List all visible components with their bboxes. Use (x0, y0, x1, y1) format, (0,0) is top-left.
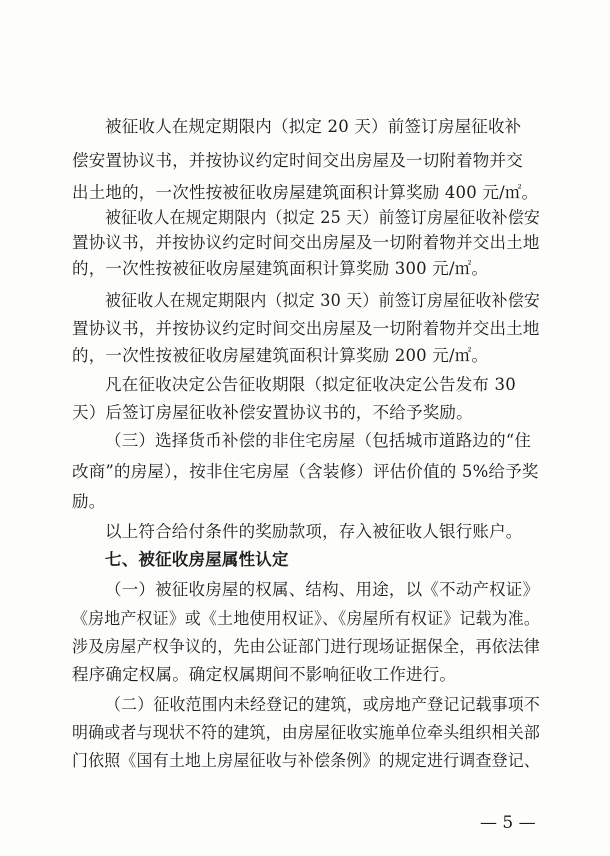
page-number: — 5 — (480, 813, 536, 833)
line-text: 《房地产权证》或《土地使用权证》、《房屋所有权证》记载为准。 (72, 609, 540, 628)
line-text: 天）后签订房屋征收补偿安置协议书的，不给予奖励。 (72, 403, 473, 422)
line-text: 被征收人在规定期限内（拟定 30 天）前签订房屋征收补偿安 (105, 291, 540, 310)
line-text: 被征收人在规定期限内（拟定 25 天）前签订房屋征收补偿安 (105, 208, 540, 227)
line-text: 出土地的，一次性按被征收房屋建筑面积计算奖励 400 元/㎡。 (72, 183, 539, 202)
line-text: 的，一次性按被征收房屋建筑面积计算奖励 300 元/㎡。 (72, 259, 489, 278)
line-text: 置协议书，并按协议约定时间交出房屋及一切附着物并交出土地 (72, 319, 540, 338)
line-text: （三）选择货币补偿的非住宅房屋（包括城市道路边的“住 (105, 431, 532, 450)
line-text: 被征收人在规定期限内（拟定 20 天）前签订房屋征收补 (105, 117, 522, 136)
line-text: 以上符合给付条件的奖励款项，存入被征收人银行账户。 (105, 522, 523, 541)
line-text: 改商”的房屋），按非住宅房屋（含装修）评估价值的 5%给予奖 (72, 462, 539, 481)
line-text: 门依照《国有土地上房屋征收与补偿条例》的规定进行调查登记、 (72, 751, 540, 770)
line-text: 偿安置协议书，并按协议约定时间交出房屋及一切附着物并交 (72, 151, 523, 170)
line-text: 程序确定权属。确定权属期间不影响征收工作进行。 (72, 665, 457, 684)
line-text: 凡在征收决定公告征收期限（拟定征收决定公告发布 30 (105, 375, 516, 394)
line-text: 置协议书，并按协议约定时间交出房屋及一切附着物并交出土地 (72, 233, 540, 252)
line-text: 明确或者与现状不符的建筑，由房屋征收实施单位牵头组织相关部 (72, 723, 540, 742)
line-text: （二）征收范围内未经登记的建筑，或房地产登记记载事项不 (105, 695, 540, 714)
line-text: 励。 (72, 492, 106, 511)
line-text: （一）被征收房屋的权属、结构、用途，以《不动产权证》 (105, 580, 540, 599)
line-text: 的，一次性按被征收房屋建筑面积计算奖励 200 元/㎡。 (72, 346, 489, 365)
line-text: 涉及房屋产权争议的，先由公证部门进行现场证据保全，再依法律 (72, 637, 540, 656)
heading-text: 七、被征收房屋属性认定 (105, 550, 289, 569)
